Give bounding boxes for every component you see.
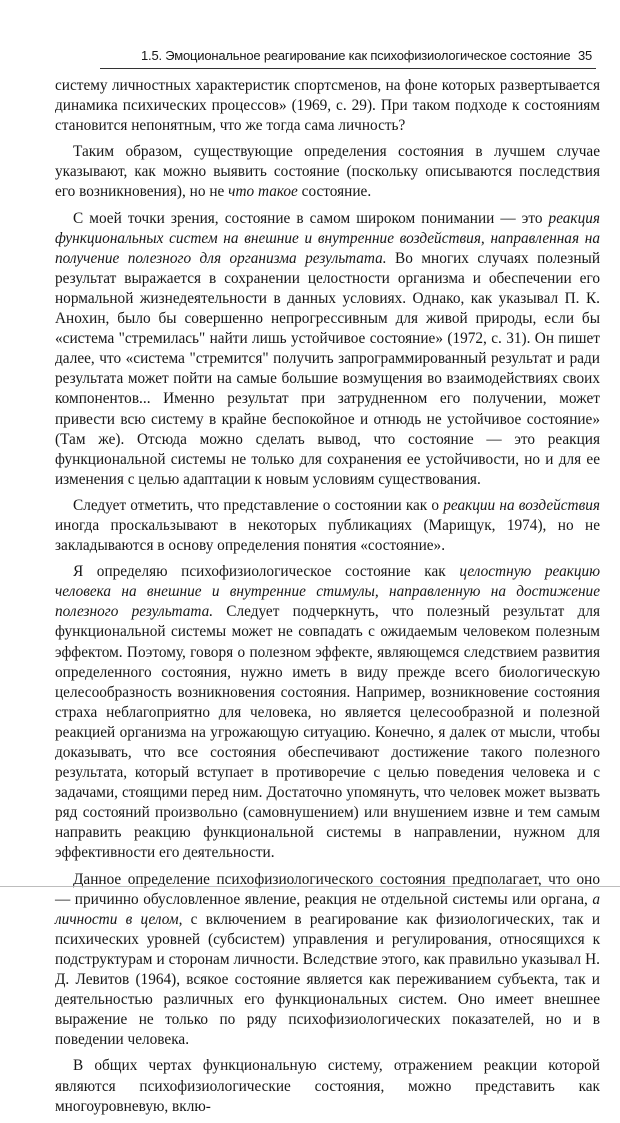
header-rule (100, 68, 596, 69)
italic-segment: а личности в целом, (55, 890, 600, 928)
running-header (100, 47, 596, 65)
paragraph-7 (55, 1056, 600, 1116)
text-segment: В общих чертах функциональную систему, отражением реакции которой являются психофизиологические состояния, можно представить как многоуровневую, вклю- (55, 1057, 600, 1115)
text-segment: Следует отметить, что представление о состоянии как о (73, 496, 444, 514)
paragraph-1 (55, 76, 600, 136)
paragraph-4 (55, 496, 600, 556)
text-segment: Во многих случаях полезный результат выражается в сохранении целостности организма и обеспечении его нормальной жизнедеятельности в данных условиях. Однако, как указывал П. К. Анохин, было бы совершенно непрогрессивным для живой природы, если бы «система "стремилась" найти лишь устойчивое состояние» (1972, с. 31). Он пишет далее, что «система "стремится" получить запрограммированный результат и ради результата может пойти на самые большие возмущения во взаимодействиях своих компонентов... Именно результат при затрудненном его получении, может привести всю систему в крайне беспокойное и отнюдь не устойчивое состояние» (Там же). Отсюда можно сделать вывод, что состояние — это реакция функциональной системы не только для сохранения ее устойчивости, но и для ее изменения с целью адаптации к новым условиям существования. (55, 249, 601, 488)
body-text (55, 76, 600, 1123)
text-segment: Данное определение психофизиологического состояния предполагает, что оно — причинно обусловленное явление, реакция не отдельной системы или органа, (55, 870, 600, 908)
italic-segment: реакции на воздействия (443, 496, 601, 514)
text-segment: Таким образом, существующие определения состояния в лучшем случае указывают, как можно выявить состояние (поскольку описываются последствия его возникновения), но не (55, 143, 600, 201)
italic-segment: что такое (228, 183, 298, 201)
chapter-title: 1.5. Эмоциональное реагирование как психофизиологическое состояние (141, 48, 571, 63)
text-segment: систему личностных характеристик спортсменов, на фоне которых развертывается динамика психических процессов» (1969, с. 29). При таком подходе к состояниям становится непонятным, что же тогда сама личность? (55, 77, 600, 135)
page-number: 35 (577, 48, 592, 63)
italic-segment: реакция функциональных систем на внешние и внутренние воздействия, направленная на получение полезного для организма результата. (55, 209, 600, 267)
text-segment: С моей точки зрения, состояние в самом широком понимании — это (73, 209, 549, 227)
paragraph-5 (55, 562, 600, 863)
paragraph-2 (55, 142, 600, 202)
italic-segment: целостную реакцию человека на внешние и внутренние стимулы, направленную на достижение полезного результата. (55, 563, 600, 621)
text-segment: иногда проскальзывают в некоторых публикациях (Марищук, 1974), но не закладываются в основу определения понятия «состояние». (55, 516, 600, 555)
text-segment: с включением в реагирование как физиологических, так и психических уровней (субсистем) управления и регулирования, относящихся к подструктурам и сторонам личности. Вследствие этого, как правильно указывал Н. Д. Левитов (1964), всякое состояние является как переживанием субъекта, так и деятельностью различных его функциональных систем. Оно имеет внешнее выражение не только по ряду психофизиологических показателей, но и в поведении человека. (55, 910, 601, 1049)
scan-edge-line (0, 886, 620, 887)
paragraph-6 (55, 870, 600, 1051)
paragraph-3 (55, 209, 600, 490)
text-segment: Следует подчеркнуть, что полезный результат для функциональной системы может не совпадать с ожидаемым человеком полезным эффектом. Поэтому, говоря о полезном эффекте, являющемся следствием развития определенного состояния, нужно иметь в виду прежде всего биологическую целесообразность возникновения состояния. Например, возникновение состояния страха неблагоприятно для человека, но является целесообразной и полезной реакцией организма на угрожающую ситуацию. Конечно, я далек от мысли, чтобы доказывать, что все состояния обеспечивают достижение такого полезного результата, который вступает в противоречие с целью поведения человека и с задачами, стоящими перед ним. Достаточно упомянуть, что человек может вызвать ряд состояний произвольно (самовнушением) или внушением извне и тем самым направить реакцию функциональной системы в направлении, нужном для эффективности его деятельности. (55, 603, 600, 862)
text-segment: состояние. (297, 183, 372, 201)
text-segment: Я определяю психофизиологическое состояние как (73, 563, 460, 581)
